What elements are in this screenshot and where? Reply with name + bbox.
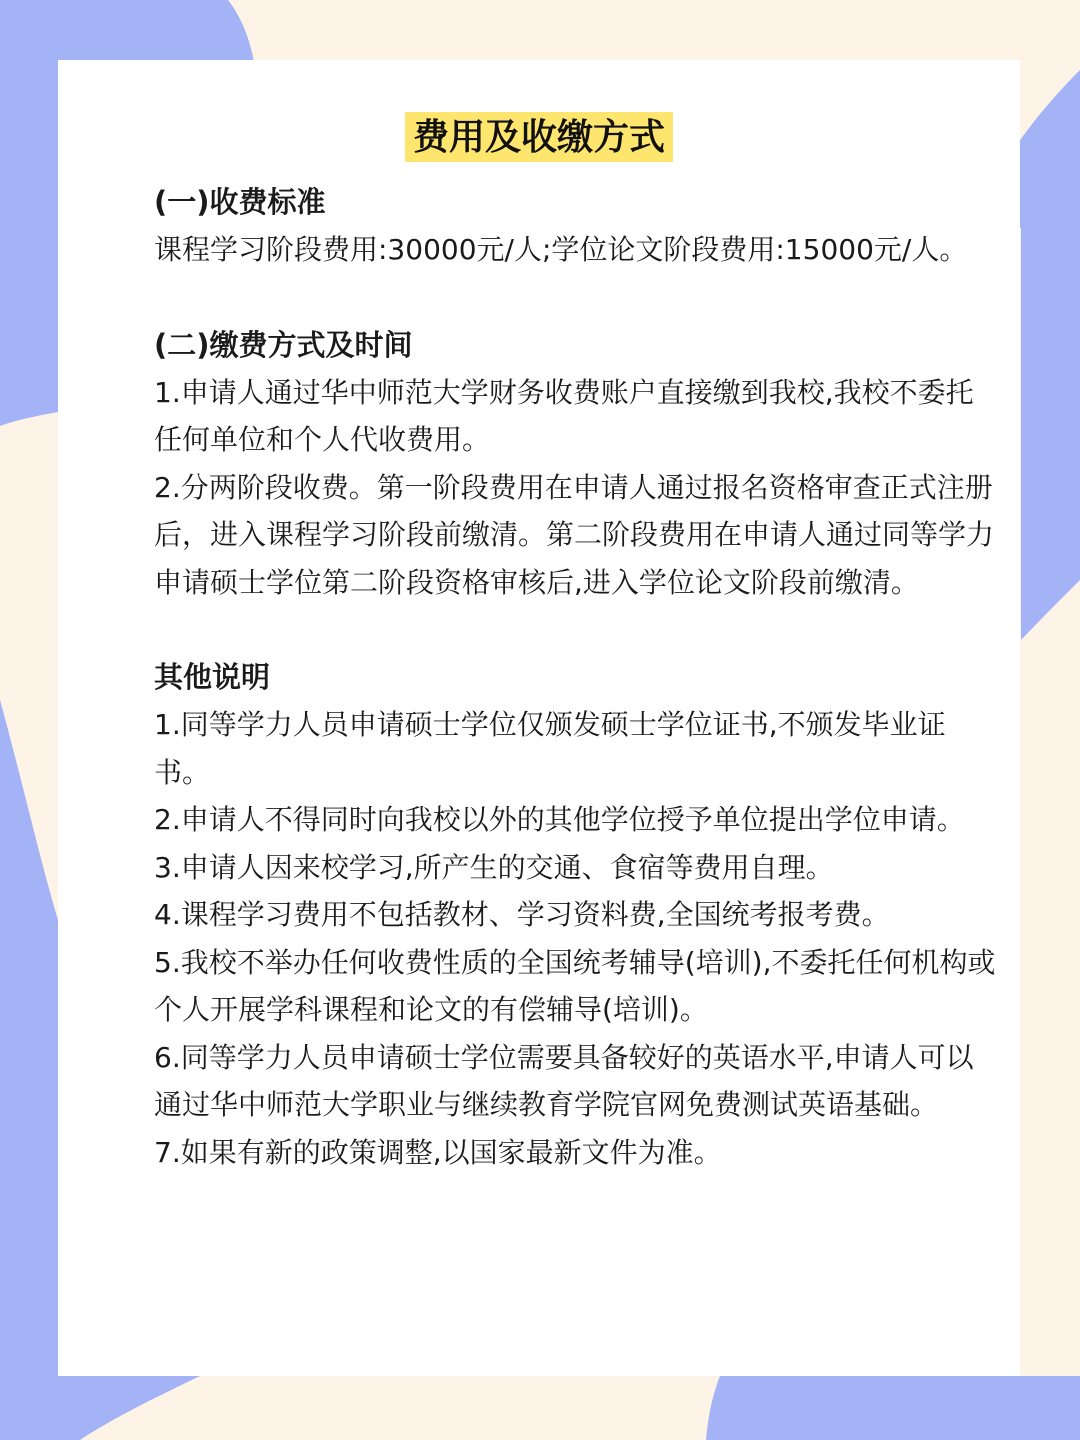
paragraph: 3.申请人因来校学习,所产生的交通、食宿等费用自理。 <box>154 850 834 884</box>
paragraph: 5.我校不举办任何收费性质的全国统考辅导(培训),不委托任何机构或个人开展学科课程和论文的有偿辅导(培训)。 <box>154 945 996 1026</box>
blob-bottom <box>0 1376 1080 1440</box>
section-other-notes <box>154 653 1000 1176</box>
section-fee-standard <box>154 178 1000 274</box>
page-title: 费用及收缴方式 <box>405 112 673 162</box>
section-spacer <box>154 606 1000 653</box>
section-payment-method <box>154 321 1000 607</box>
paragraph: 6.同等学力人员申请硕士学位需要具备较好的英语水平,申请人可以通过华中师范大学职业与继续教育学院官网免费测试英语基础。 <box>154 1040 974 1121</box>
blob-left <box>0 700 58 1376</box>
paragraph: 1.同等学力人员申请硕士学位仅颁发硕士学位证书,不颁发毕业证书。 <box>154 708 946 789</box>
title-container <box>58 112 1020 162</box>
blob-right-band <box>1021 228 1080 580</box>
paragraph: 2.申请人不得同时向我校以外的其他学位授予单位提出学位申请。 <box>154 803 965 836</box>
paragraph: 课程学习阶段费用:30000元/人;学位论文阶段费用:15000元/人。 <box>154 233 968 266</box>
section-spacer <box>154 274 1000 321</box>
section-heading: 其他说明 <box>154 660 271 694</box>
paragraph: 2.分两阶段收费。第一阶段费用在申请人通过报名资格审查正式注册后，进入课程学习阶段前缴清。第二阶段费用在申请人通过同等学力申请硕士学位第二阶段资格审核后,进入学位论文阶段前缴清。 <box>154 470 995 599</box>
section-heading: (一)收费标准 <box>154 185 326 219</box>
paragraph: 7.如果有新的政策调整,以国家最新文件为准。 <box>154 1135 722 1169</box>
section-heading: (二)缴费方式及时间 <box>154 327 413 362</box>
paragraph: 1.申请人通过华中师范大学财务收费账户直接缴到我校,我校不委托任何单位和个人代收费用。 <box>154 375 974 456</box>
content-body <box>154 178 1000 1176</box>
content-card <box>58 60 1020 1376</box>
paragraph: 4.课程学习费用不包括教材、学习资料费,全国统考报考费。 <box>154 898 890 931</box>
